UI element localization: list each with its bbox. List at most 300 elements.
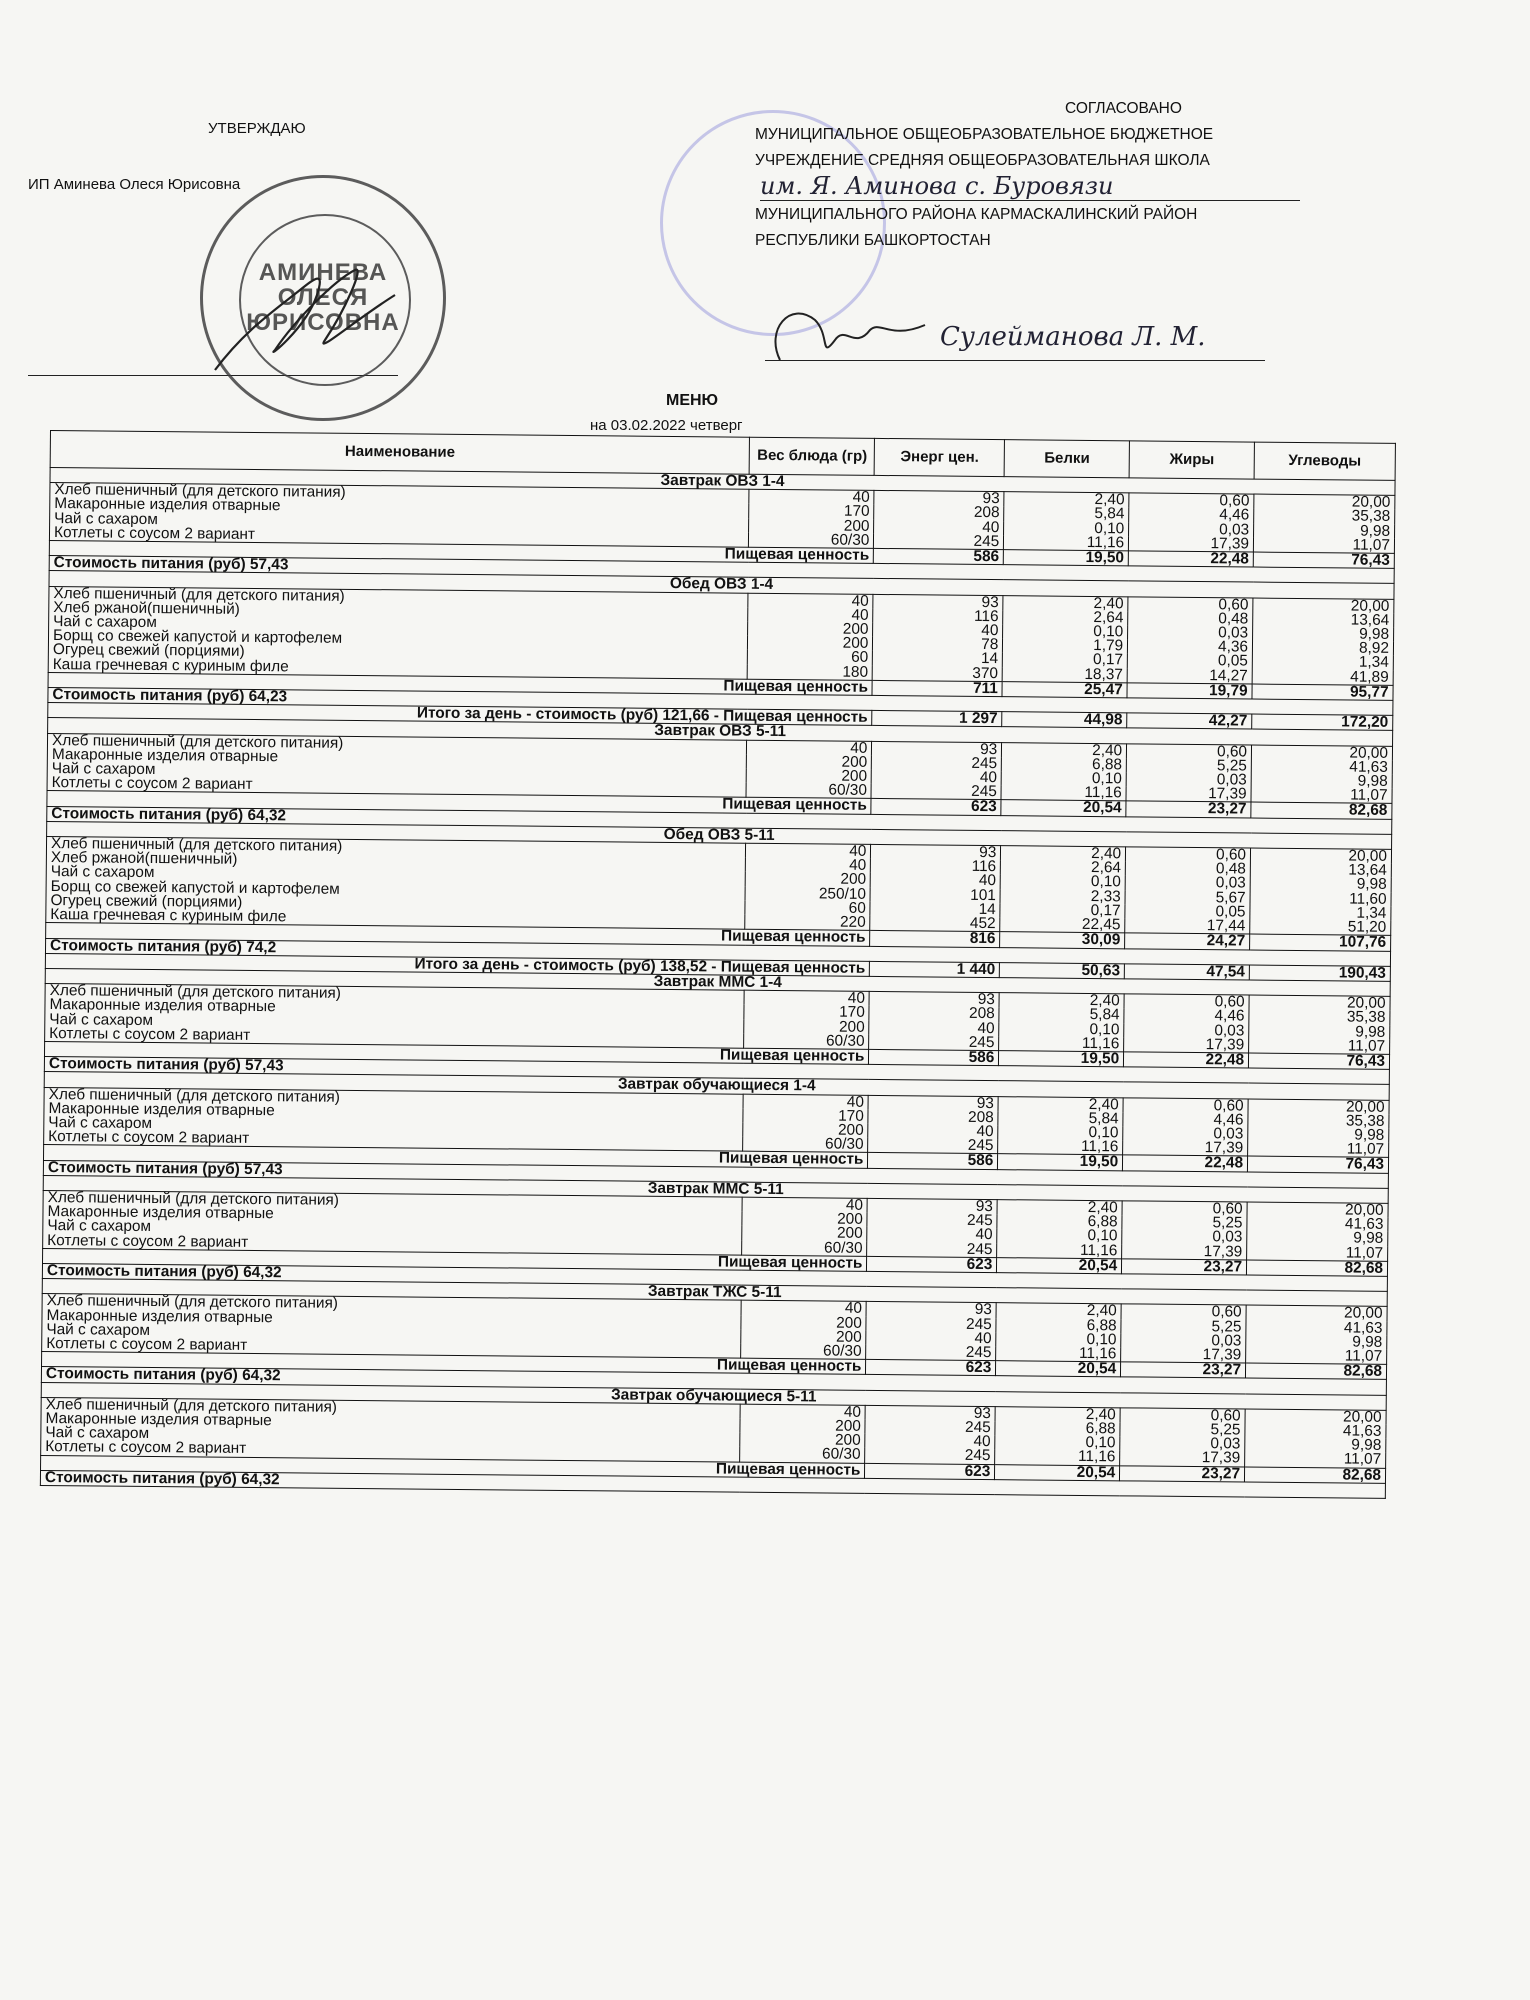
nutrition-total: 76,43	[1253, 552, 1394, 569]
dish-name: Хлеб пшеничный (для детского питания)	[42, 1294, 742, 1315]
dish-name: Борщ со свежей капустой и картофелем	[48, 629, 748, 650]
dish-value: 40	[868, 1124, 998, 1139]
dish-value: 2,40	[997, 1200, 1122, 1216]
dish-value: 93	[874, 491, 1004, 507]
dish-value: 40	[869, 1020, 999, 1035]
dish-value: 250/10	[745, 886, 870, 901]
dish-value: 40	[866, 1331, 996, 1346]
dish-value: 17,44	[1125, 918, 1250, 934]
day-total-value: 47,54	[1124, 964, 1249, 980]
dish-value: 20,00	[1250, 848, 1391, 864]
approver-name: ИП Аминева Олеся Юрисовна	[28, 176, 241, 193]
dish-value: 200	[742, 1212, 867, 1227]
dish-value: 51,20	[1250, 920, 1391, 936]
dish-value: 40	[873, 623, 1003, 638]
dish-value: 6,88	[1002, 757, 1127, 772]
dish-name: Макаронные изделия отварные	[47, 748, 747, 769]
dish-value: 116	[873, 609, 1003, 624]
dish-value: 2,40	[1004, 492, 1129, 508]
section-title: Завтрак ОВЗ 1-4	[50, 468, 1395, 496]
dish-value: 93	[873, 594, 1003, 610]
dish-value: 20,00	[1254, 494, 1395, 510]
nutrition-total: 623	[866, 1360, 996, 1376]
dish-value: 245	[865, 1420, 995, 1435]
nutrition-total: 20,54	[995, 1464, 1120, 1480]
nutrition-total: 23,27	[1121, 1362, 1246, 1378]
dish-name: Котлеты с соусом 2 вариант	[43, 1234, 743, 1255]
dish-value: 6,88	[995, 1421, 1120, 1436]
dish-value: 93	[865, 1405, 995, 1421]
dish-value: 200	[746, 872, 871, 887]
meal-cost: Стоимость питания (руб) 74,2	[45, 938, 1390, 966]
dish-name: Котлеты с соусом 2 вариант	[49, 526, 749, 547]
dish-value: 4,46	[1124, 1009, 1249, 1024]
dish-value: 0,03	[1121, 1333, 1246, 1348]
dish-value: 11,07	[1246, 1349, 1387, 1365]
dish-name: Макаронные изделия отварные	[50, 497, 750, 518]
dish-name: Чай с сахаром	[49, 615, 749, 636]
nutrition-label: Пищевая ценность	[42, 1248, 866, 1271]
dish-value: 170	[744, 1005, 869, 1020]
dish-value: 2,64	[1001, 860, 1126, 875]
dish-value: 17,39	[1122, 1244, 1247, 1260]
dish-name: Макаронные изделия отварные	[42, 1309, 742, 1330]
nutrition-label: Пищевая ценность	[42, 1352, 866, 1375]
dish-value: 9,98	[1248, 1127, 1389, 1143]
dish-value: 8,92	[1252, 641, 1393, 657]
dish-value: 2,33	[1000, 889, 1125, 904]
dish-value: 14,27	[1127, 668, 1252, 684]
dish-value: 60/30	[743, 1137, 868, 1153]
nutrition-total: 76,43	[1248, 1053, 1389, 1070]
dish-value: 0,03	[1120, 1437, 1245, 1452]
dish-value: 40	[740, 1404, 865, 1420]
dish-value: 60	[745, 901, 870, 916]
dish-value: 200	[740, 1419, 865, 1434]
dish-value: 41,63	[1247, 1217, 1388, 1233]
dish-value: 60/30	[741, 1344, 866, 1360]
dish-name: Хлеб ржаной(пшеничный)	[49, 601, 749, 622]
dish-value: 200	[743, 1123, 868, 1138]
dish-value: 245	[865, 1448, 995, 1464]
dish-name: Чай с сахаром	[41, 1426, 741, 1447]
dish-value: 20,00	[1247, 1202, 1388, 1218]
dish-value: 1,34	[1250, 905, 1391, 921]
dish-value: 116	[871, 859, 1001, 874]
dish-value: 208	[868, 1110, 998, 1125]
section-title: Завтрак ОВЗ 5-11	[48, 718, 1393, 746]
dish-name: Хлеб пшеничный (для детского питания)	[43, 1190, 743, 1211]
day-total-value: 50,63	[1000, 962, 1125, 978]
dish-name: Чай с сахаром	[44, 1116, 744, 1137]
dish-value: 4,36	[1128, 640, 1253, 655]
dish-value: 370	[873, 666, 1003, 682]
dish-value: 9,98	[1254, 523, 1395, 539]
dish-name: Каша гречневая с куриным филе	[48, 658, 748, 679]
dish-name: Макаронные изделия отварные	[41, 1412, 741, 1433]
meal-cost: Стоимость питания (руб) 57,43	[43, 1160, 1388, 1188]
dish-value: 200	[744, 1019, 869, 1034]
dish-value: 2,40	[995, 1406, 1120, 1422]
dish-value: 0,17	[1003, 653, 1128, 668]
dish-value: 245	[867, 1241, 997, 1257]
dish-value: 180	[748, 664, 873, 680]
column-header: Углеводы	[1254, 442, 1395, 480]
dish-value: 11,07	[1253, 537, 1394, 553]
dish-value: 5,84	[998, 1111, 1123, 1126]
org-line-1: МУНИЦИПАЛЬНОЕ ОБЩЕОБРАЗОВАТЕЛЬНОЕ БЮДЖЕТНОЕ	[755, 126, 1214, 143]
nutrition-total: 82,68	[1246, 1363, 1387, 1380]
dish-value: 22,45	[1000, 917, 1125, 933]
dish-value: 0,48	[1125, 862, 1250, 877]
menu-table-body	[40, 468, 1395, 1499]
dish-value: 5,25	[1121, 1319, 1246, 1334]
dish-value: 11,07	[1248, 1142, 1389, 1158]
dish-value: 245	[868, 1138, 998, 1154]
nutrition-total: 20,54	[996, 1361, 1121, 1377]
dish-name: Огурец свежий (порциями)	[46, 894, 746, 915]
dish-value: 5,84	[999, 1007, 1124, 1022]
nutrition-total: 82,68	[1245, 1467, 1386, 1484]
dish-value: 93	[869, 992, 999, 1008]
dish-value: 20,00	[1251, 745, 1392, 761]
dish-value: 5,25	[1120, 1422, 1245, 1437]
meal-cost: Стоимость питания (руб) 57,43	[49, 556, 1394, 584]
dish-value: 0,60	[1124, 994, 1249, 1010]
dish-value: 0,05	[1125, 904, 1250, 919]
nutrition-total: 19,50	[1004, 550, 1129, 566]
day-total-value: 1 297	[872, 711, 1002, 727]
column-header: Белки	[1004, 440, 1129, 478]
dish-value: 245	[866, 1316, 996, 1331]
dish-value: 11,07	[1247, 1245, 1388, 1261]
dish-name: Макаронные изделия отварные	[43, 1205, 743, 1226]
dish-name: Макаронные изделия отварные	[45, 998, 745, 1019]
dish-value: 208	[874, 505, 1004, 520]
dish-value: 245	[872, 756, 1002, 771]
dish-value: 93	[871, 844, 1001, 860]
dish-value: 5,67	[1125, 890, 1250, 905]
approver-signature	[205, 250, 405, 400]
dish-value: 20,00	[1246, 1305, 1387, 1321]
dish-value: 6,88	[996, 1318, 1121, 1333]
meal-cost: Стоимость питания (руб) 64,32	[47, 806, 1392, 834]
district-line: МУНИЦИПАЛЬНОГО РАЙОНА КАРМАСКАЛИНСКИЙ РАЙОН	[755, 206, 1198, 223]
nutrition-total: 623	[865, 1463, 995, 1479]
dish-value: 78	[873, 637, 1003, 652]
dish-value: 200	[748, 636, 873, 651]
section-title: Обед ОВЗ 1-4	[49, 571, 1394, 599]
dish-value: 0,10	[995, 1435, 1120, 1450]
nutrition-total: 623	[867, 1256, 997, 1272]
menu-title: МЕНЮ	[666, 392, 719, 409]
day-total-value: 1 440	[870, 961, 1000, 977]
dish-value: 200	[749, 518, 874, 533]
dish-name: Чай с сахаром	[47, 762, 747, 783]
dish-value: 0,60	[1127, 744, 1252, 760]
dish-value: 40	[871, 873, 1001, 888]
dish-value: 5,25	[1122, 1215, 1247, 1230]
dish-value: 40	[872, 770, 1002, 785]
dish-value: 14	[870, 902, 1000, 917]
dish-value: 200	[741, 1315, 866, 1330]
dish-value: 2,40	[1002, 742, 1127, 758]
dish-value: 40	[748, 593, 873, 609]
dish-name: Хлеб пшеничный (для детского питания)	[47, 733, 747, 754]
dish-value: 5,84	[1004, 507, 1129, 522]
dish-value: 93	[872, 741, 1002, 757]
dish-name: Борщ со свежей капустой и картофелем	[46, 880, 746, 901]
dish-value: 245	[866, 1345, 996, 1361]
dish-value: 208	[869, 1006, 999, 1021]
dish-value: 17,39	[1120, 1451, 1245, 1467]
dish-value: 0,10	[996, 1332, 1121, 1347]
dish-value: 40	[748, 608, 873, 623]
dish-value: 4,46	[1129, 508, 1254, 523]
dish-value: 9,98	[1247, 1231, 1388, 1247]
dish-value: 0,10	[1003, 624, 1128, 639]
meal-cost: Стоимость питания (руб) 64,32	[40, 1470, 1385, 1498]
dish-value: 13,64	[1253, 612, 1394, 628]
nutrition-total: 586	[874, 548, 1004, 564]
dish-value: 0,03	[1124, 1023, 1249, 1038]
dish-value: 11,07	[1245, 1452, 1386, 1468]
dish-name: Чай с сахаром	[46, 865, 746, 886]
dish-value: 2,40	[999, 993, 1124, 1009]
meal-cost: Стоимость питания (руб) 64,32	[42, 1263, 1387, 1291]
dish-value: 40	[746, 843, 871, 859]
dish-value: 2,64	[1003, 610, 1128, 625]
column-header: Наименование	[50, 431, 750, 475]
nutrition-label: Пищевая ценность	[44, 1041, 868, 1064]
dish-value: 60	[748, 650, 873, 665]
dish-name: Хлеб пшеничный (для детского питания)	[41, 1397, 741, 1418]
dish-value: 0,10	[1004, 521, 1129, 536]
nutrition-total: 623	[871, 799, 1001, 815]
nutrition-total: 82,68	[1247, 1260, 1388, 1277]
signature-line	[765, 360, 1265, 361]
dish-value: 9,98	[1245, 1438, 1386, 1454]
dish-name: Макаронные изделия отварные	[44, 1102, 744, 1123]
nutrition-total: 23,27	[1122, 1259, 1247, 1275]
dish-value: 101	[870, 888, 1000, 903]
dish-value: 41,63	[1246, 1320, 1387, 1336]
dish-value: 200	[740, 1433, 865, 1448]
dish-value: 60/30	[746, 783, 871, 799]
column-header: Жиры	[1129, 441, 1254, 479]
nutrition-total: 586	[868, 1153, 998, 1169]
dish-value: 0,60	[1129, 493, 1254, 509]
dish-value: 40	[746, 858, 871, 873]
dish-value: 17,39	[1126, 787, 1251, 803]
dish-value: 200	[748, 622, 873, 637]
dish-value: 17,39	[1121, 1347, 1246, 1363]
dish-value: 200	[741, 1329, 866, 1344]
dish-name: Хлеб пшеничный (для детского питания)	[45, 984, 745, 1005]
dish-value: 0,17	[1000, 903, 1125, 918]
dish-value: 17,39	[1129, 536, 1254, 552]
dish-name: Котлеты с соусом 2 вариант	[44, 1130, 744, 1151]
nutrition-total: 24,27	[1125, 933, 1250, 949]
dish-value: 20,00	[1249, 995, 1390, 1011]
nutrition-total: 586	[869, 1049, 999, 1065]
dish-value: 170	[743, 1108, 868, 1123]
dish-name: Хлеб пшеничный (для детского питания)	[44, 1087, 744, 1108]
signer-name-handwritten: Сулейманова Л. М.	[940, 322, 1206, 352]
agreed-title: СОГЛАСОВАНО	[1065, 100, 1182, 117]
dish-name: Чай с сахаром	[45, 1012, 745, 1033]
dish-value: 0,10	[998, 1125, 1123, 1140]
column-header: Энерг цен.	[874, 438, 1004, 476]
dish-value: 4,46	[1123, 1112, 1248, 1127]
nutrition-total: 20,54	[997, 1257, 1122, 1273]
dish-value: 2,40	[1003, 595, 1128, 611]
section-title: Обед ОВЗ 5-11	[47, 821, 1392, 849]
nutrition-total: 19,50	[999, 1051, 1124, 1067]
dish-value: 0,03	[1123, 1126, 1248, 1141]
dish-value: 35,38	[1254, 509, 1395, 525]
dish-value: 40	[742, 1197, 867, 1213]
dish-value: 245	[869, 1035, 999, 1051]
menu-table	[40, 430, 1396, 1499]
dish-value: 60/30	[744, 1033, 869, 1049]
nutrition-total: 711	[872, 680, 1002, 696]
dish-value: 0,03	[1122, 1230, 1247, 1245]
nutrition-total: 20,54	[1001, 800, 1126, 816]
dish-value: 11,16	[995, 1450, 1120, 1466]
dish-name: Хлеб ржаной(пшеничный)	[46, 851, 746, 872]
nutrition-total: 95,77	[1252, 684, 1393, 701]
section-title: Завтрак обучающиеся 1-4	[44, 1072, 1389, 1100]
dish-name: Котлеты с соусом 2 вариант	[47, 776, 747, 797]
nutrition-total: 19,50	[998, 1154, 1123, 1170]
dish-value: 41,63	[1251, 759, 1392, 775]
dish-value: 40	[865, 1434, 995, 1449]
dish-value: 11,16	[1001, 785, 1126, 801]
day-total-label: Итого за день - стоимость (руб) 138,52 - Пищевая ценность	[45, 953, 869, 976]
day-total-value: 190,43	[1249, 965, 1390, 982]
dish-value: 6,88	[997, 1214, 1122, 1229]
dish-value: 2,40	[1001, 846, 1126, 862]
dish-value: 40	[741, 1301, 866, 1317]
dish-value: 60/30	[740, 1447, 865, 1463]
dish-value: 0,60	[1126, 847, 1251, 863]
dish-value: 93	[867, 1198, 997, 1214]
section-title: Завтрак обучающиеся 5-11	[41, 1382, 1386, 1410]
dish-value: 0,03	[1128, 625, 1253, 640]
dish-name: Хлеб пшеничный (для детского питания)	[50, 483, 750, 504]
nutrition-total: 107,76	[1250, 934, 1391, 951]
menu-date: на 03.02.2022 четверг	[590, 417, 743, 434]
nutrition-total: 19,79	[1127, 683, 1252, 699]
nutrition-total: 22,48	[1124, 1052, 1249, 1068]
stamp-name: АМИНЕВА ОЛЕСЯ ЮРИСОВНА	[246, 259, 400, 336]
dish-value: 0,10	[999, 1022, 1124, 1037]
dish-name: Котлеты с соусом 2 вариант	[45, 1027, 745, 1048]
dish-value: 9,98	[1253, 627, 1394, 643]
dish-value: 60/30	[749, 533, 874, 549]
section-title: Завтрак ММС 1-4	[45, 968, 1390, 996]
dish-value: 9,98	[1246, 1334, 1387, 1350]
dish-value: 9,98	[1250, 877, 1391, 893]
dish-value: 11,07	[1249, 1038, 1390, 1054]
dish-name: Хлеб пшеничный (для детского питания)	[46, 837, 746, 858]
dish-value: 93	[868, 1095, 998, 1111]
nutrition-total: 22,48	[1128, 551, 1253, 567]
approve-title: УТВЕРЖДАЮ	[208, 120, 306, 137]
dish-value: 220	[745, 915, 870, 931]
dish-value: 18,37	[1002, 667, 1127, 683]
dish-value: 2,40	[998, 1096, 1123, 1112]
dish-value: 11,16	[997, 1243, 1122, 1259]
dish-value: 0,60	[1123, 1097, 1248, 1113]
dish-value: 11,16	[1004, 535, 1129, 551]
dish-value: 11,16	[996, 1346, 1121, 1362]
dish-value: 0,10	[1001, 771, 1126, 786]
dish-value: 0,60	[1121, 1304, 1246, 1320]
dish-value: 452	[870, 916, 1000, 932]
dish-value: 0,05	[1127, 654, 1252, 669]
nutrition-label: Пищевая ценность	[46, 923, 870, 946]
dish-value: 17,39	[1123, 1140, 1248, 1156]
dish-value: 170	[749, 504, 874, 519]
column-header: Вес блюда (гр)	[750, 437, 875, 475]
dish-value: 11,07	[1251, 788, 1392, 804]
dish-value: 40	[874, 520, 1004, 535]
dish-value: 9,98	[1249, 1024, 1390, 1040]
nutrition-total: 23,27	[1120, 1465, 1245, 1481]
dish-value: 40	[867, 1227, 997, 1242]
nutrition-total: 25,47	[1002, 681, 1127, 697]
dish-name: Чай с сахаром	[42, 1323, 742, 1344]
nutrition-label: Пищевая ценность	[49, 541, 873, 564]
dish-value: 17,39	[1124, 1037, 1249, 1053]
dish-value: 20,00	[1253, 598, 1394, 614]
dish-value: 40	[743, 1094, 868, 1110]
nutrition-total: 30,09	[1000, 932, 1125, 948]
day-total-value: 44,98	[1002, 712, 1127, 728]
section-title: Завтрак ММС 5-11	[43, 1175, 1388, 1203]
dish-name: Котлеты с соусом 2 вариант	[42, 1337, 742, 1358]
nutrition-total: 22,48	[1123, 1155, 1248, 1171]
dish-value: 11,60	[1250, 891, 1391, 907]
section-title: Завтрак ТЖС 5-11	[42, 1279, 1387, 1307]
dish-value: 0,48	[1128, 611, 1253, 626]
org-line-2: УЧРЕЖДЕНИЕ СРЕДНЯЯ ОБЩЕОБРАЗОВАТЕЛЬНАЯ ШКОЛА	[755, 152, 1210, 169]
dish-value: 1,34	[1252, 655, 1393, 671]
dish-value: 60/30	[742, 1240, 867, 1256]
meal-cost: Стоимость питания (руб) 64,32	[41, 1367, 1386, 1395]
nutrition-label: Пищевая ценность	[47, 791, 871, 814]
school-name-handwritten: им. Я. Аминова с. Буровязи	[760, 172, 1300, 201]
republic-line: РЕСПУБЛИКИ БАШКОРТОСТАН	[755, 232, 991, 249]
dish-value: 245	[871, 784, 1001, 800]
nutrition-total: 76,43	[1247, 1156, 1388, 1173]
dish-value: 41,89	[1252, 669, 1393, 685]
agreement-signature	[760, 290, 930, 370]
dish-name: Огурец свежий (порциями)	[48, 643, 748, 664]
meal-cost: Стоимость питания (руб) 57,43	[44, 1057, 1389, 1085]
meal-cost: Стоимость питания (руб) 64,23	[48, 688, 1393, 716]
dish-value: 35,38	[1248, 1113, 1389, 1129]
dish-value: 5,25	[1126, 758, 1251, 773]
dish-name: Хлеб пшеничный (для детского питания)	[49, 586, 749, 607]
dish-value: 20,00	[1245, 1409, 1386, 1425]
dish-value: 200	[742, 1226, 867, 1241]
dish-value: 200	[747, 769, 872, 784]
dish-value: 0,10	[1000, 875, 1125, 890]
dish-value: 40	[749, 489, 874, 505]
